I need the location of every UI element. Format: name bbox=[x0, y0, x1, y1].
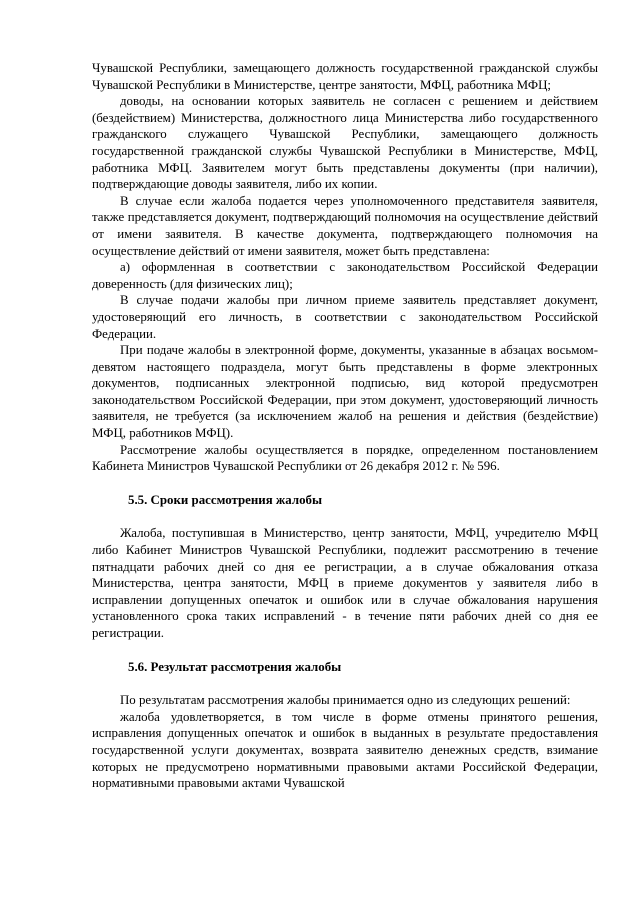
paragraph: При подаче жалобы в электронной форме, документы, указанные в абзацах восьмом-девятом настоящего подраздела, могут быть представлены в форме электронных документов, подписанных электронной подписью, вид которой предусмотрен законодательством Российской Федерации, при этом документ, удостоверяющий личность заявителя, не требуется (за исключением жалоб на решения и действия (бездействие) МФЦ, работников МФЦ). bbox=[92, 343, 598, 441]
paragraph: По результатам рассмотрения жалобы принимается одно из следующих решений: bbox=[120, 693, 571, 708]
paragraph: Жалоба, поступившая в Министерство, центр занятости, МФЦ, учредителю МФЦ либо Кабинет Министров Чувашской Республики, подлежит рассмотрению в течение пятнадцати рабочих дней со дня ее регистрации, а в случае обжалования отказа Министерства, центра занятости, МФЦ в приеме документов у заявителя либо в исправлении допущенных опечаток и ошибок или в случае обжалования нарушения установленного срока таких исправлений - в течение пяти рабочих дней со дня ее регистрации. bbox=[92, 526, 598, 640]
paragraph: Чувашской Республики, замещающего должность государственной гражданской службы Чувашской Республики в Министерстве, центре занятости, МФЦ, работника МФЦ; bbox=[92, 61, 598, 92]
paragraph: В случае если жалоба подается через уполномоченного представителя заявителя, также представляется документ, подтверждающий полномочия на осуществление действий от имени заявителя. В качестве документа, подтверждающего полномочия на осуществление действий от имени заявителя, может быть представлена: bbox=[92, 193, 598, 258]
paragraph: а) оформленная в соответствии с законодательством Российской Федерации доверенность (для физических лиц); bbox=[92, 260, 598, 291]
paragraph: Рассмотрение жалобы осуществляется в порядке, определенном постановлением Кабинета Министров Чувашской Республики от 26 декабря 2012 г. № 596. bbox=[92, 442, 598, 474]
paragraph: В случае подачи жалобы при личном приеме заявитель представляет документ, удостоверяющий его личность, в соответствии с законодательством Российской Федерации. bbox=[92, 293, 598, 341]
paragraph: доводы, на основании которых заявитель не согласен с решением и действием (бездействием) Министерства, должностного лица Министерства либо государственного гражданского служащего Чувашской Республики, замещающего должность государственной гражданской службы Чувашской Республики в Министерстве, МФЦ, работника МФЦ. Заявителем могут быть представлены документы (при наличии), подтверждающие доводы заявителя, либо их копии. bbox=[92, 94, 598, 192]
section-heading-5-6: 5.6. Результат рассмотрения жалобы bbox=[128, 659, 342, 674]
paragraph: жалоба удовлетворяется, в том числе в форме отмены принятого решения, исправления допущенных опечаток и ошибок в выданных в результате предоставления государственной услуги документах, возврата заявителю денежных средств, взимание которых не предусмотрено нормативными правовыми актами Российской Федерации, нормативными правовыми актами Чувашской bbox=[92, 709, 598, 791]
section-heading-5-5: 5.5. Сроки рассмотрения жалобы bbox=[128, 492, 323, 507]
document-page bbox=[92, 60, 598, 792]
